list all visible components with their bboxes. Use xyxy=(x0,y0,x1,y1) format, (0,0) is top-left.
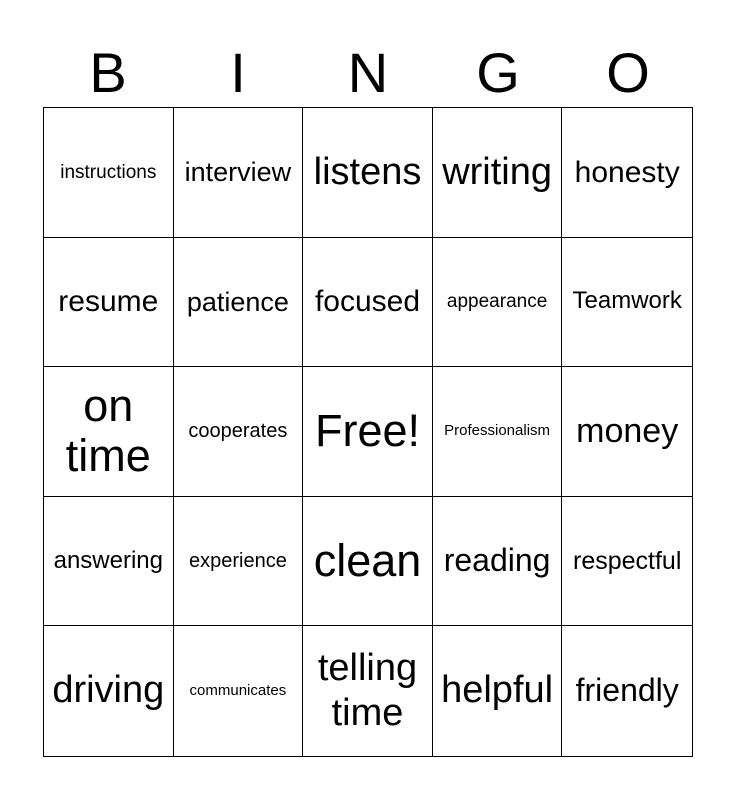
bingo-cell[interactable]: cooperates xyxy=(174,367,304,497)
bingo-cell[interactable]: reading xyxy=(433,497,563,627)
bingo-cell[interactable]: Teamwork xyxy=(562,238,692,368)
bingo-cell[interactable]: instructions xyxy=(44,108,174,238)
header-letter-g: G xyxy=(476,41,520,104)
bingo-cell[interactable]: experience xyxy=(174,497,304,627)
header-letter-o: O xyxy=(606,41,650,104)
bingo-cell[interactable]: communicates xyxy=(174,626,304,756)
bingo-board xyxy=(43,107,693,757)
bingo-cell[interactable]: listens xyxy=(303,108,433,238)
bingo-cell[interactable]: respectful xyxy=(562,497,692,627)
bingo-cell[interactable]: writing xyxy=(433,108,563,238)
bingo-cell[interactable]: appearance xyxy=(433,238,563,368)
header-letter-n: N xyxy=(347,41,389,104)
free-space-cell[interactable]: Free! xyxy=(303,367,433,497)
bingo-cell[interactable]: focused xyxy=(303,238,433,368)
bingo-cell[interactable]: helpful xyxy=(433,626,563,756)
bingo-cell[interactable]: money xyxy=(562,367,692,497)
bingo-header xyxy=(43,40,693,106)
bingo-cell[interactable]: telling time xyxy=(303,626,433,756)
bingo-cell[interactable]: friendly xyxy=(575,672,679,709)
bingo-cell[interactable]: resume xyxy=(44,238,174,368)
bingo-cell[interactable]: driving xyxy=(44,626,174,756)
bingo-cell[interactable]: Professionalism xyxy=(433,367,563,497)
bingo-cell[interactable]: honesty xyxy=(562,108,692,238)
bingo-cell[interactable]: answering xyxy=(44,497,174,627)
bingo-cell[interactable]: on time xyxy=(44,367,174,497)
bingo-cell[interactable]: patience xyxy=(174,238,304,368)
bingo-cell[interactable]: clean xyxy=(303,497,433,627)
bingo-cell[interactable]: interview xyxy=(174,108,304,238)
header-letter-b: B xyxy=(89,41,127,104)
header-letter-i: I xyxy=(230,41,246,104)
